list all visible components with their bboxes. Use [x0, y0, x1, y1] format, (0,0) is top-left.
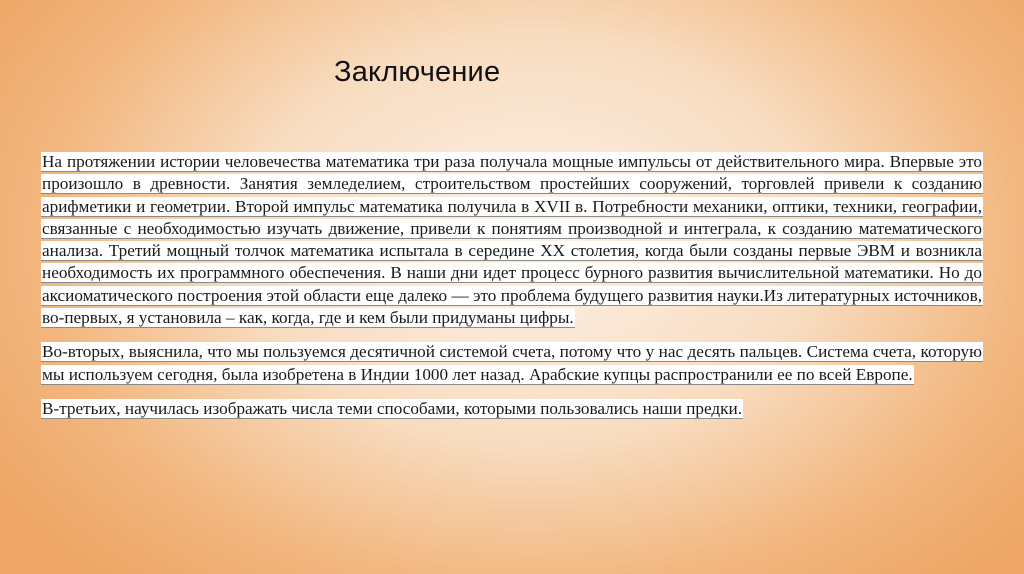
- paragraph-representation: [41, 398, 983, 420]
- slide-body: [41, 151, 983, 420]
- paragraph-history: [41, 151, 983, 329]
- paragraph-text: В-третьих, научилась изображать числа теми способами, которыми пользовались наши предки.: [42, 398, 743, 418]
- slide-title: Заключение: [334, 56, 501, 88]
- paragraph-number-system: [41, 341, 983, 386]
- paragraph-text: На протяжении истории человечества математика три раза получала мощные импульсы от действительного мира. Впервые это произошло в древности. Занятия земледелием, строительством простейших сооружений, торговлей привели к созданию арифметики и геометрии. Второй импульс математика получила в XVII в. Потребности механики, оптики, техники, географии, связанные с необходимостью изучать движение, привели к понятиям производной и интеграла, к созданию математического анализа. Третий мощный толчок математика испытала в середине XX столетия, когда были созданы первые ЭВМ и возникла необходимость их программного обеспечения. В наши дни идет процесс бурного развития вычислительной математики. Но до аксиоматического построения этой области еще далеко — это проблема будущего развития науки.Из литературных источников, во-первых, я установила – как, когда, где и кем были придуманы цифры.: [42, 152, 982, 328]
- paragraph-text: Во-вторых, выяснила, что мы пользуемся десятичной системой счета, потому что у нас десять пальцев. Система счета, которую мы используем сегодня, была изобретена в Индии 1000 лет назад. Арабские купцы распространили ее по всей Европе.: [42, 342, 982, 384]
